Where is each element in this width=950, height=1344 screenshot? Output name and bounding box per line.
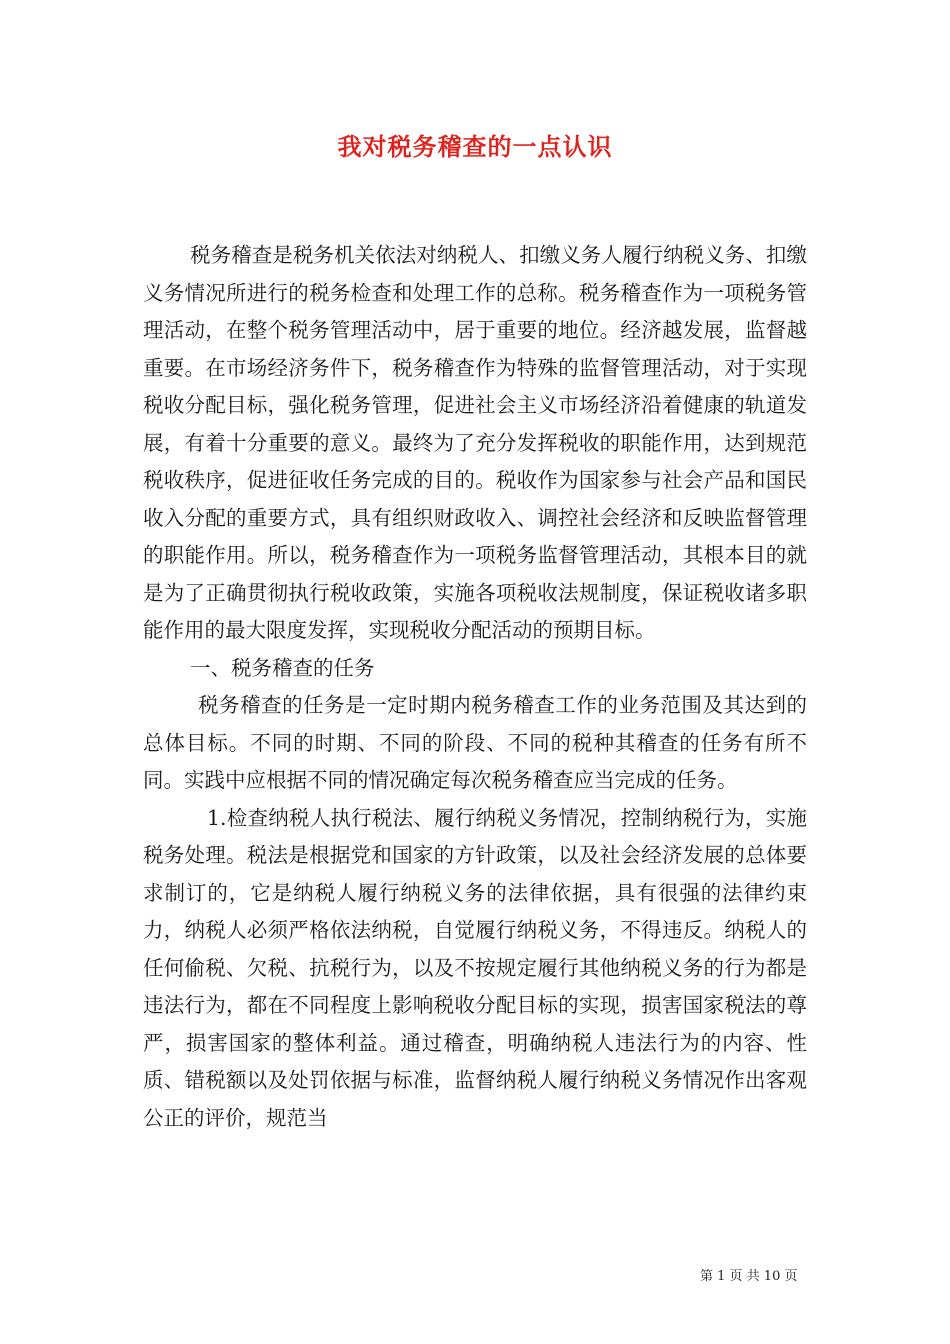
page-number: 第 1 页 共 10 页 <box>700 1269 798 1284</box>
paragraph-intro: 税务稽查是税务机关依法对纳税人、扣缴义务人履行纳税义务、扣缴义务情况所进行的税务检查和处理工作的总称。税务稽查作为一项税务管理活动，在整个税务管理活动中，居于重要的地位。经济越发展，监督越重要。在市场经济务件下，税务稽查作为特殊的监督管理活动，对于实现税收分配目标，强化税务管理，促进社会主义市场经济沿着健康的轨道发展，有着十分重要的意义。最终为了充分发挥税收的职能作用，达到规范税收秩序，促进征收任务完成的目的。税收作为国家参与社会产品和国民收入分配的重要方式，具有组织财政收入、调控社会经济和反映监督管理的职能作用。所以，税务稽查作为一项税务监督管理活动，其根本目的就是为了正确贯彻执行税收政策，实施各项税收法规制度，保证税收诸多职能作用的最大限度发挥，实现税收分配活动的预期目标。 <box>143 243 807 642</box>
section-heading: 一、税务稽查的任务 <box>190 655 375 680</box>
paragraph-task-item-1: 1.检查纳税人执行税法、履行纳税义务情况，控制纳税行为，实施税务处理。税法是根据党和国家的方针政策，以及社会经济发展的总体要求制订的，它是纳税人履行纳税义务的法律依据，具有很强的法律约束力，纳税人必须严格依法纳税，自觉履行纳税义务，不得违反。纳税人的任何偷税、欠税、抗税行为，以及不按规定履行其他纳税义务的行为都是违法行为，都在不同程度上影响税收分配目标的实现，损害国家税法的尊严，损害国家的整体利益。通过稽查，明确纳税人违法行为的内容、性质、错税额以及处罚依据与标准，监督纳税人履行纳税义务情况作出客观公正的评价，规范当 <box>143 805 807 1130</box>
paragraph-task-overview: 税务稽查的任务是一定时期内税务稽查工作的业务范围及其达到的总体目标。不同的时期、不同的阶段、不同的税种其稽查的任务有所不同。实践中应根据不同的情况确定每次税务稽查应当完成的任务。 <box>143 693 807 792</box>
document-title: 我对税务稽查的一点认识 <box>337 132 613 161</box>
document-body <box>143 237 807 1137</box>
